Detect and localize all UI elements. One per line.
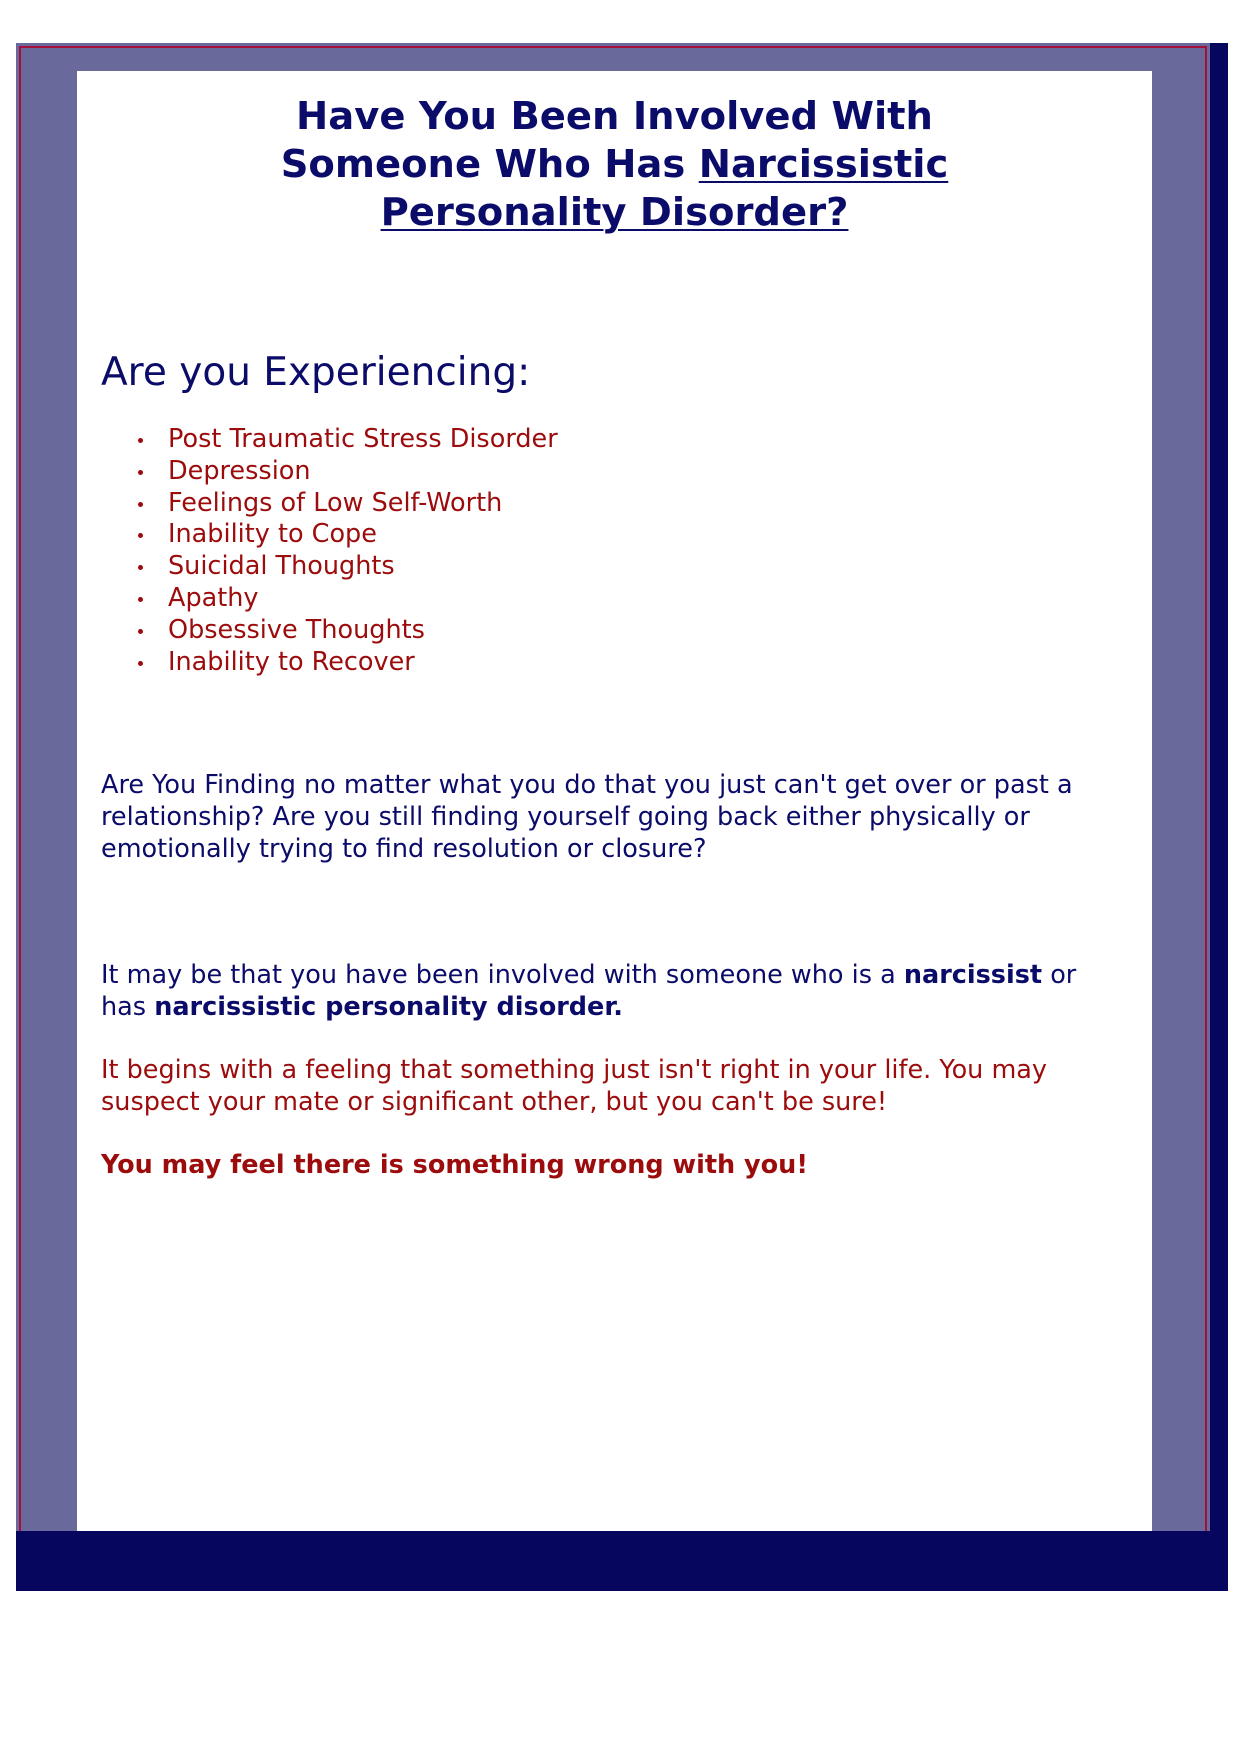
frame-right-strip: [1210, 43, 1228, 1532]
finding-paragraph: Are You Finding no matter what you do that you just can't get over or past a relationship? Are you still finding yourself going back either physically or emotionally trying to find resolution or closure?: [101, 770, 1073, 864]
page-title: [77, 93, 1152, 237]
content-panel: [77, 71, 1152, 1531]
symptoms-heading: Are you Experiencing:: [101, 350, 531, 395]
symptom-label: Depression: [168, 455, 311, 486]
npd-emphasis: narcissistic personality disorder.: [154, 991, 623, 1022]
symptom-label: Inability to Recover: [168, 646, 415, 677]
symptom-label: Apathy: [168, 582, 259, 613]
list-item: [101, 583, 558, 615]
symptom-label: Obsessive Thoughts: [168, 614, 425, 645]
bullet-icon: [138, 565, 143, 570]
bullet-icon: [138, 502, 143, 507]
symptom-label: Post Traumatic Stress Disorder: [168, 424, 558, 454]
list-item: [101, 647, 558, 679]
bullet-icon: [138, 629, 143, 634]
narcissist-emphasis: narcissist: [903, 960, 1043, 990]
list-item: [101, 456, 558, 488]
bullet-icon: [138, 597, 143, 602]
bullet-icon: [138, 661, 143, 666]
list-item: [101, 488, 558, 520]
something-wrong-callout: You may feel there is something wrong with you!: [101, 1150, 808, 1180]
footer-bar: [16, 1531, 1228, 1591]
list-item: [101, 551, 558, 583]
symptom-label: Suicidal Thoughts: [168, 551, 395, 582]
list-item: [101, 615, 558, 647]
title-line-3-underlined: Personality Disorder?: [380, 190, 849, 235]
begins-paragraph: It begins with a feeling that something just isn't right in your life. You may suspect your mate or significant other, but you can't be sure!: [101, 1055, 1048, 1117]
involved-prefix: It may be that you have been involved with someone who is a: [101, 960, 904, 990]
title-line-1: Have You Been Involved With: [296, 94, 933, 139]
title-line-2-underlined: Narcissistic: [698, 142, 949, 187]
involved-paragraph: [101, 960, 1126, 1024]
involved-middle: or has: [101, 960, 1077, 1022]
list-item: [101, 424, 558, 456]
title-line-2-plain: Someone Who Has: [280, 142, 699, 187]
symptom-label: Feelings of Low Self-Worth: [168, 487, 503, 518]
symptoms-list: [101, 424, 558, 678]
bullet-icon: [138, 470, 143, 475]
symptom-label: Inability to Cope: [168, 519, 377, 550]
bullet-icon: [138, 438, 143, 443]
bullet-icon: [138, 533, 143, 538]
list-item: [101, 519, 558, 551]
